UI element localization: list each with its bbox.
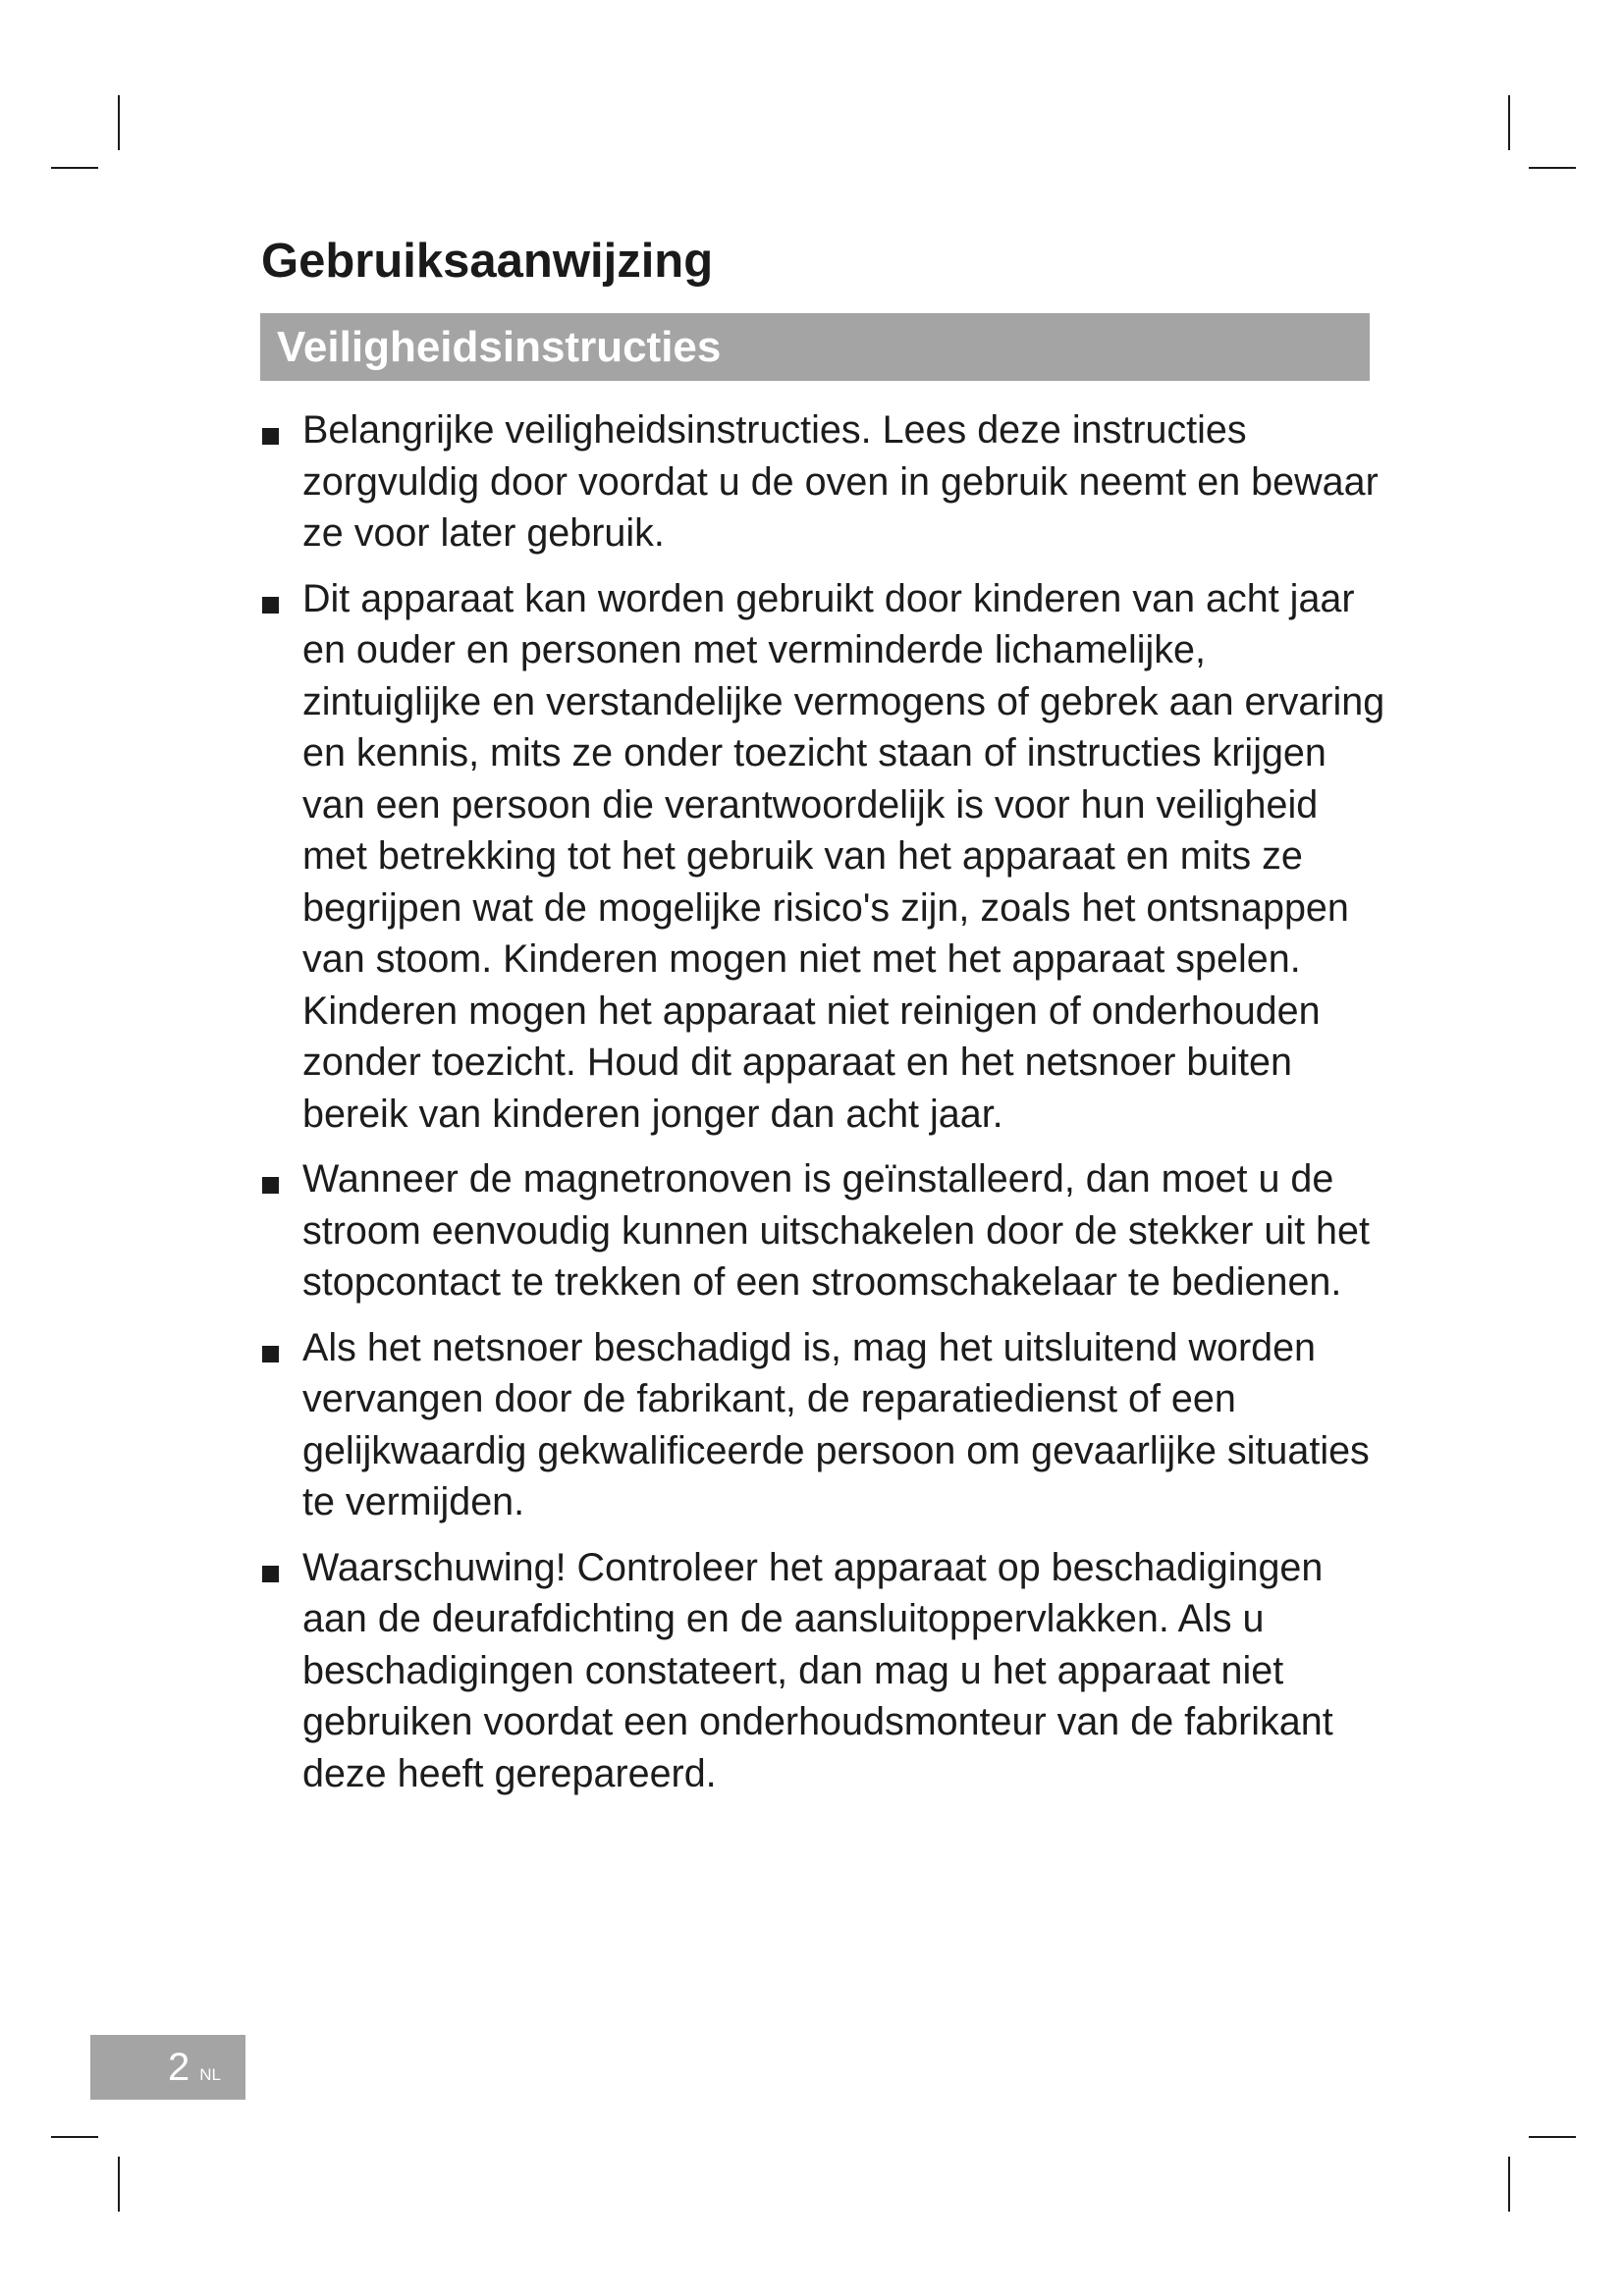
section-header: Veiligheidsinstructies [260,313,1370,381]
list-item [259,1153,1388,1308]
list-item-text: Als het netsnoer beschadigd is, mag het uitsluitend worden vervangen door de fabrikant, de reparatiedienst of een gelijkwaardig gekwalificeerde persoon om gevaarlijke situaties te vermijden. [302,1325,1370,1523]
crop-mark [51,2136,98,2138]
crop-mark [1508,2157,1510,2212]
list-item-text: Dit apparaat kan worden gebruikt door kinderen van acht jaar en ouder en personen met verminderde lichamelijke, zintuiglijke en verstandelijke vermogens of gebrek aan ervaring en kennis, mits ze onder toezicht staan of instructies krijgen van een persoon die verantwoordelijk is voor hun veiligheid met betrekking tot het gebruik van het apparaat en mits ze begrijpen wat de mogelijke risico's zijn, zoals het ontsnappen van stoom. Kinderen mogen niet met het apparaat spelen. Kinderen mogen het apparaat niet reinigen of onderhouden zonder toezicht. Houd dit apparaat en het netsnoer buiten bereik van kinderen jonger dan acht jaar. [302,576,1385,1136]
square-bullet-icon [262,428,279,445]
list-item [259,1322,1388,1528]
list-item [259,1542,1388,1800]
page-number: 2 [168,2046,190,2089]
safety-instructions-list [259,404,1388,1799]
list-item [259,404,1388,560]
square-bullet-icon [262,597,279,614]
crop-mark [118,95,120,150]
square-bullet-icon [262,1177,279,1194]
crop-mark [1508,95,1510,150]
crop-mark [118,2157,120,2212]
list-item-text: Belangrijke veiligheidsinstructies. Lees deze instructies zorgvuldig door voordat u de oven in gebruik neemt en bewaar ze voor later gebruik. [302,408,1379,555]
crop-mark [1529,2136,1576,2138]
list-item-text: Wanneer de magnetronoven is geïnstalleerd, dan moet u de stroom eenvoudig kunnen uitschakelen door de stekker uit het stopcontact te trekken of een stroomschakelaar te bedienen. [302,1157,1370,1304]
list-item [259,573,1388,1141]
page-language: NL [199,2065,221,2084]
page-title: Gebruiksaanwijzing [261,235,714,288]
square-bullet-icon [262,1346,279,1362]
crop-mark [1529,167,1576,169]
list-item-text: Waarschuwing! Controleer het apparaat op beschadigingen aan de deurafdichting en de aansluitoppervlakken. Als u beschadigingen constateert, dan mag u het apparaat niet gebruiken voordat een onderhoudsmonteur van de fabrikant deze heeft gerepareerd. [302,1545,1333,1795]
crop-mark [51,167,98,169]
square-bullet-icon [262,1566,279,1582]
page-number-box [90,2035,245,2100]
